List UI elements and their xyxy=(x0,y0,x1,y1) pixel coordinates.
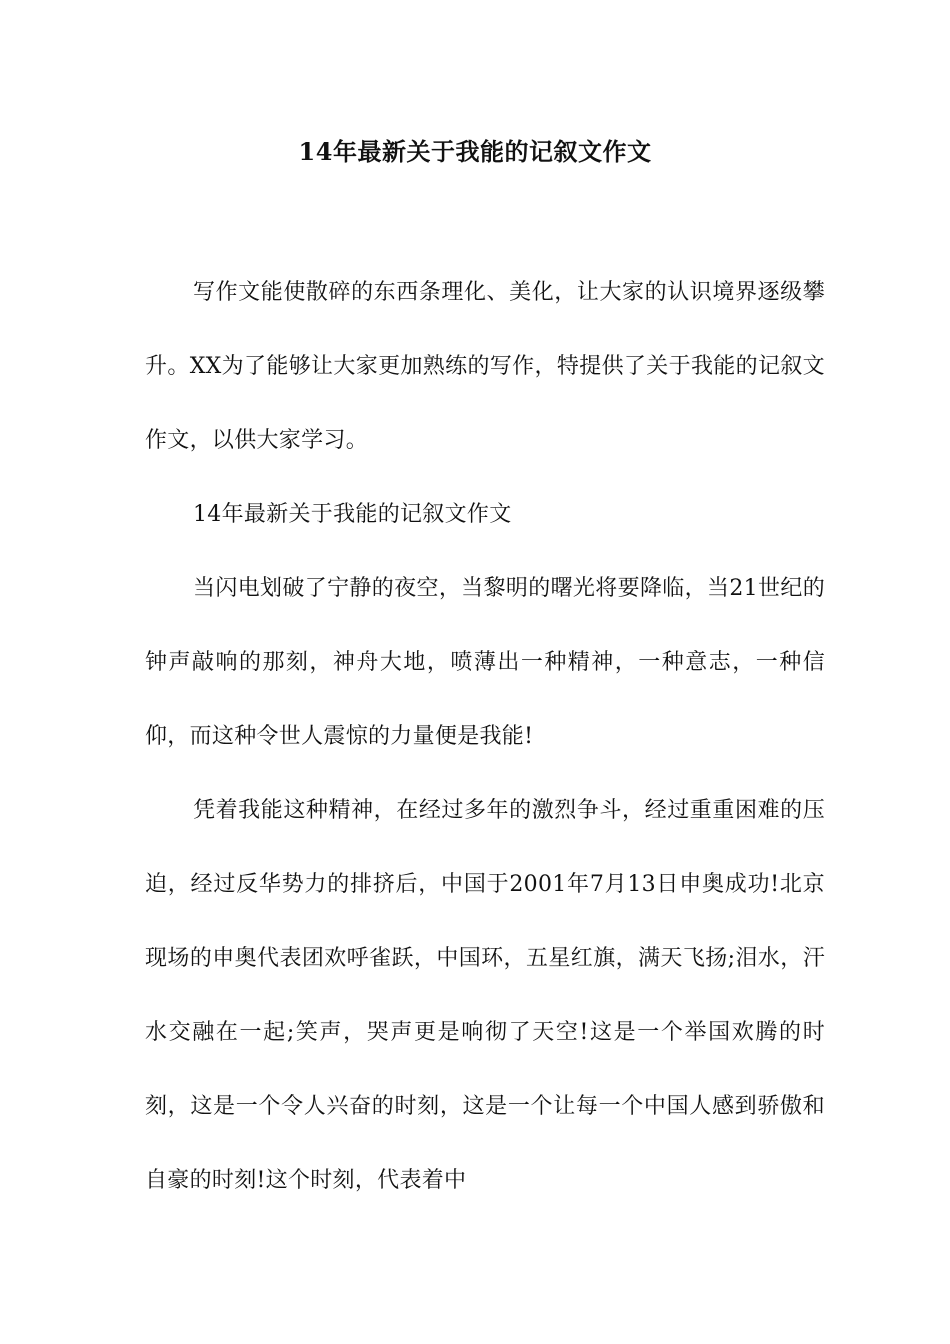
paragraph-opening: 当闪电划破了宁静的夜空，当黎明的曙光将要降临，当21世纪的钟声敲响的那刻，神舟大地，喷薄出一种精神，一种意志，一种信仰，而这种令世人震惊的力量便是我能! xyxy=(145,576,825,749)
document-body xyxy=(145,256,825,1218)
document-title: 14年最新关于我能的记叙文作文 xyxy=(298,137,652,166)
paragraph-olympic-bid: 凭着我能这种精神，在经过多年的激烈争斗，经过重重困难的压迫，经过反华势力的排挤后，中国于2001年7月13日申奥成功!北京现场的申奥代表团欢呼雀跃，中国环，五星红旗，满天飞扬;泪水，汗水交融在一起;笑声，哭声更是响彻了天空!这是一个举国欢腾的时刻，这是一个令人兴奋的时刻，这是一个让每一个中国人感到骄傲和自豪的时刻!这个时刻，代表着中 xyxy=(145,798,825,1193)
paragraph-intro: 写作文能使散碎的东西条理化、美化，让大家的认识境界逐级攀升。XX为了能够让大家更加熟练的写作，特提供了关于我能的记叙文作文，以供大家学习。 xyxy=(145,280,825,453)
paragraph-subtitle: 14年最新关于我能的记叙文作文 xyxy=(193,502,512,527)
